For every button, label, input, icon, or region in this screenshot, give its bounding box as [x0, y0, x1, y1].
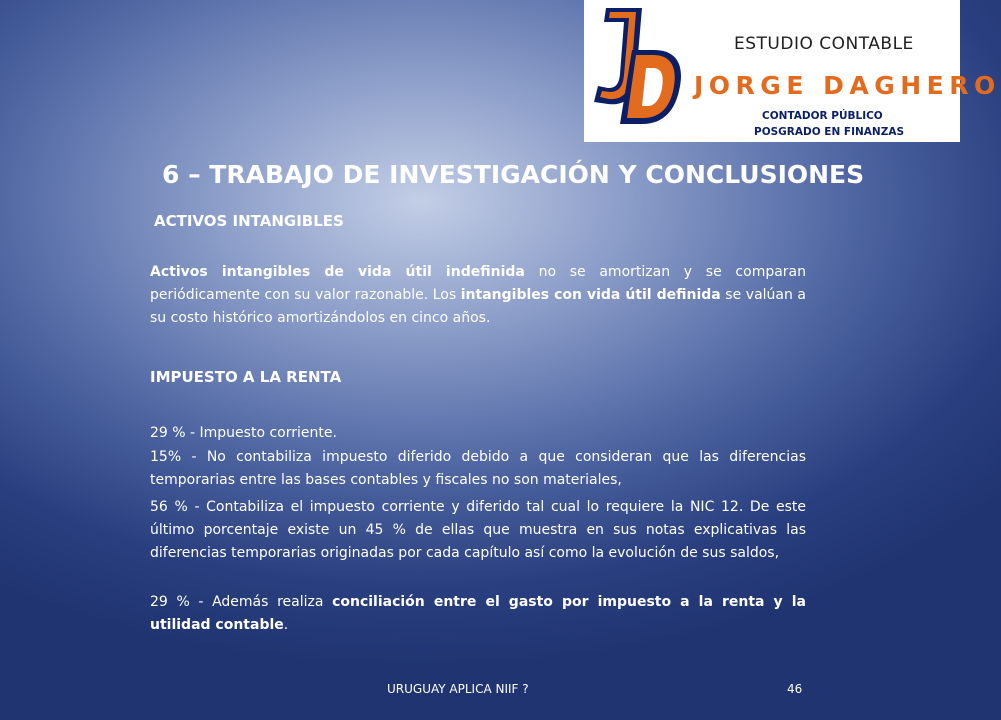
- slide-title: 6 – TRABAJO DE INVESTIGACIÓN Y CONCLUSIONES: [162, 160, 865, 189]
- tax-item-4-bold: conciliación entre el gasto por impuesto a la renta y la utilidad contable: [150, 594, 806, 633]
- section-subtitle: ACTIVOS INTANGIBLES: [154, 212, 344, 230]
- logo-role-text: CONTADOR PÚBLICO: [762, 110, 883, 122]
- tax-item-4-suffix: .: [283, 617, 289, 633]
- tax-item-1: 29 % - Impuesto corriente.: [150, 425, 337, 441]
- tax-heading: IMPUESTO A LA RENTA: [150, 368, 342, 386]
- tax-item-2: 15% - No contabiliza impuesto diferido debido a que consideran que las diferencias temporarias entre las bases contables y fiscales no son materiales,: [150, 449, 806, 488]
- tax-item-3: 56 % - Contabiliza el impuesto corriente y diferido tal cual lo requiere la NIC 12. De este último porcentaje existe un 45 % de ellas que muestra en sus notas explicativas las diferencias temporarias originadas por cada capítulo así como la evolución de sus saldos,: [150, 499, 806, 561]
- logo-name-text: JORGE DAGHERO: [694, 71, 1001, 100]
- page-number: 46: [787, 682, 803, 696]
- footer-text: URUGUAY APLICA NIIF ?: [387, 682, 529, 696]
- intangibles-bold-2: intangibles con vida útil definida: [460, 287, 721, 303]
- logo-studio-text: ESTUDIO CONTABLE: [734, 34, 914, 54]
- logo-degree-text: POSGRADO EN FINANZAS: [754, 126, 905, 138]
- tax-item-4: [150, 591, 806, 637]
- intangibles-bold-1: Activos intangibles de vida útil indefinida: [150, 264, 525, 280]
- logo: [584, 0, 1001, 142]
- intangibles-text-2: se valúan a su costo histórico amortizándolos en cinco años.: [150, 287, 807, 326]
- intangibles-paragraph: [150, 261, 806, 330]
- intangibles-text-1: no se amortizan y se comparan periódicamente con su valor razonable. Los: [150, 264, 807, 303]
- tax-item-4-prefix: 29 % - Además realiza: [150, 594, 333, 610]
